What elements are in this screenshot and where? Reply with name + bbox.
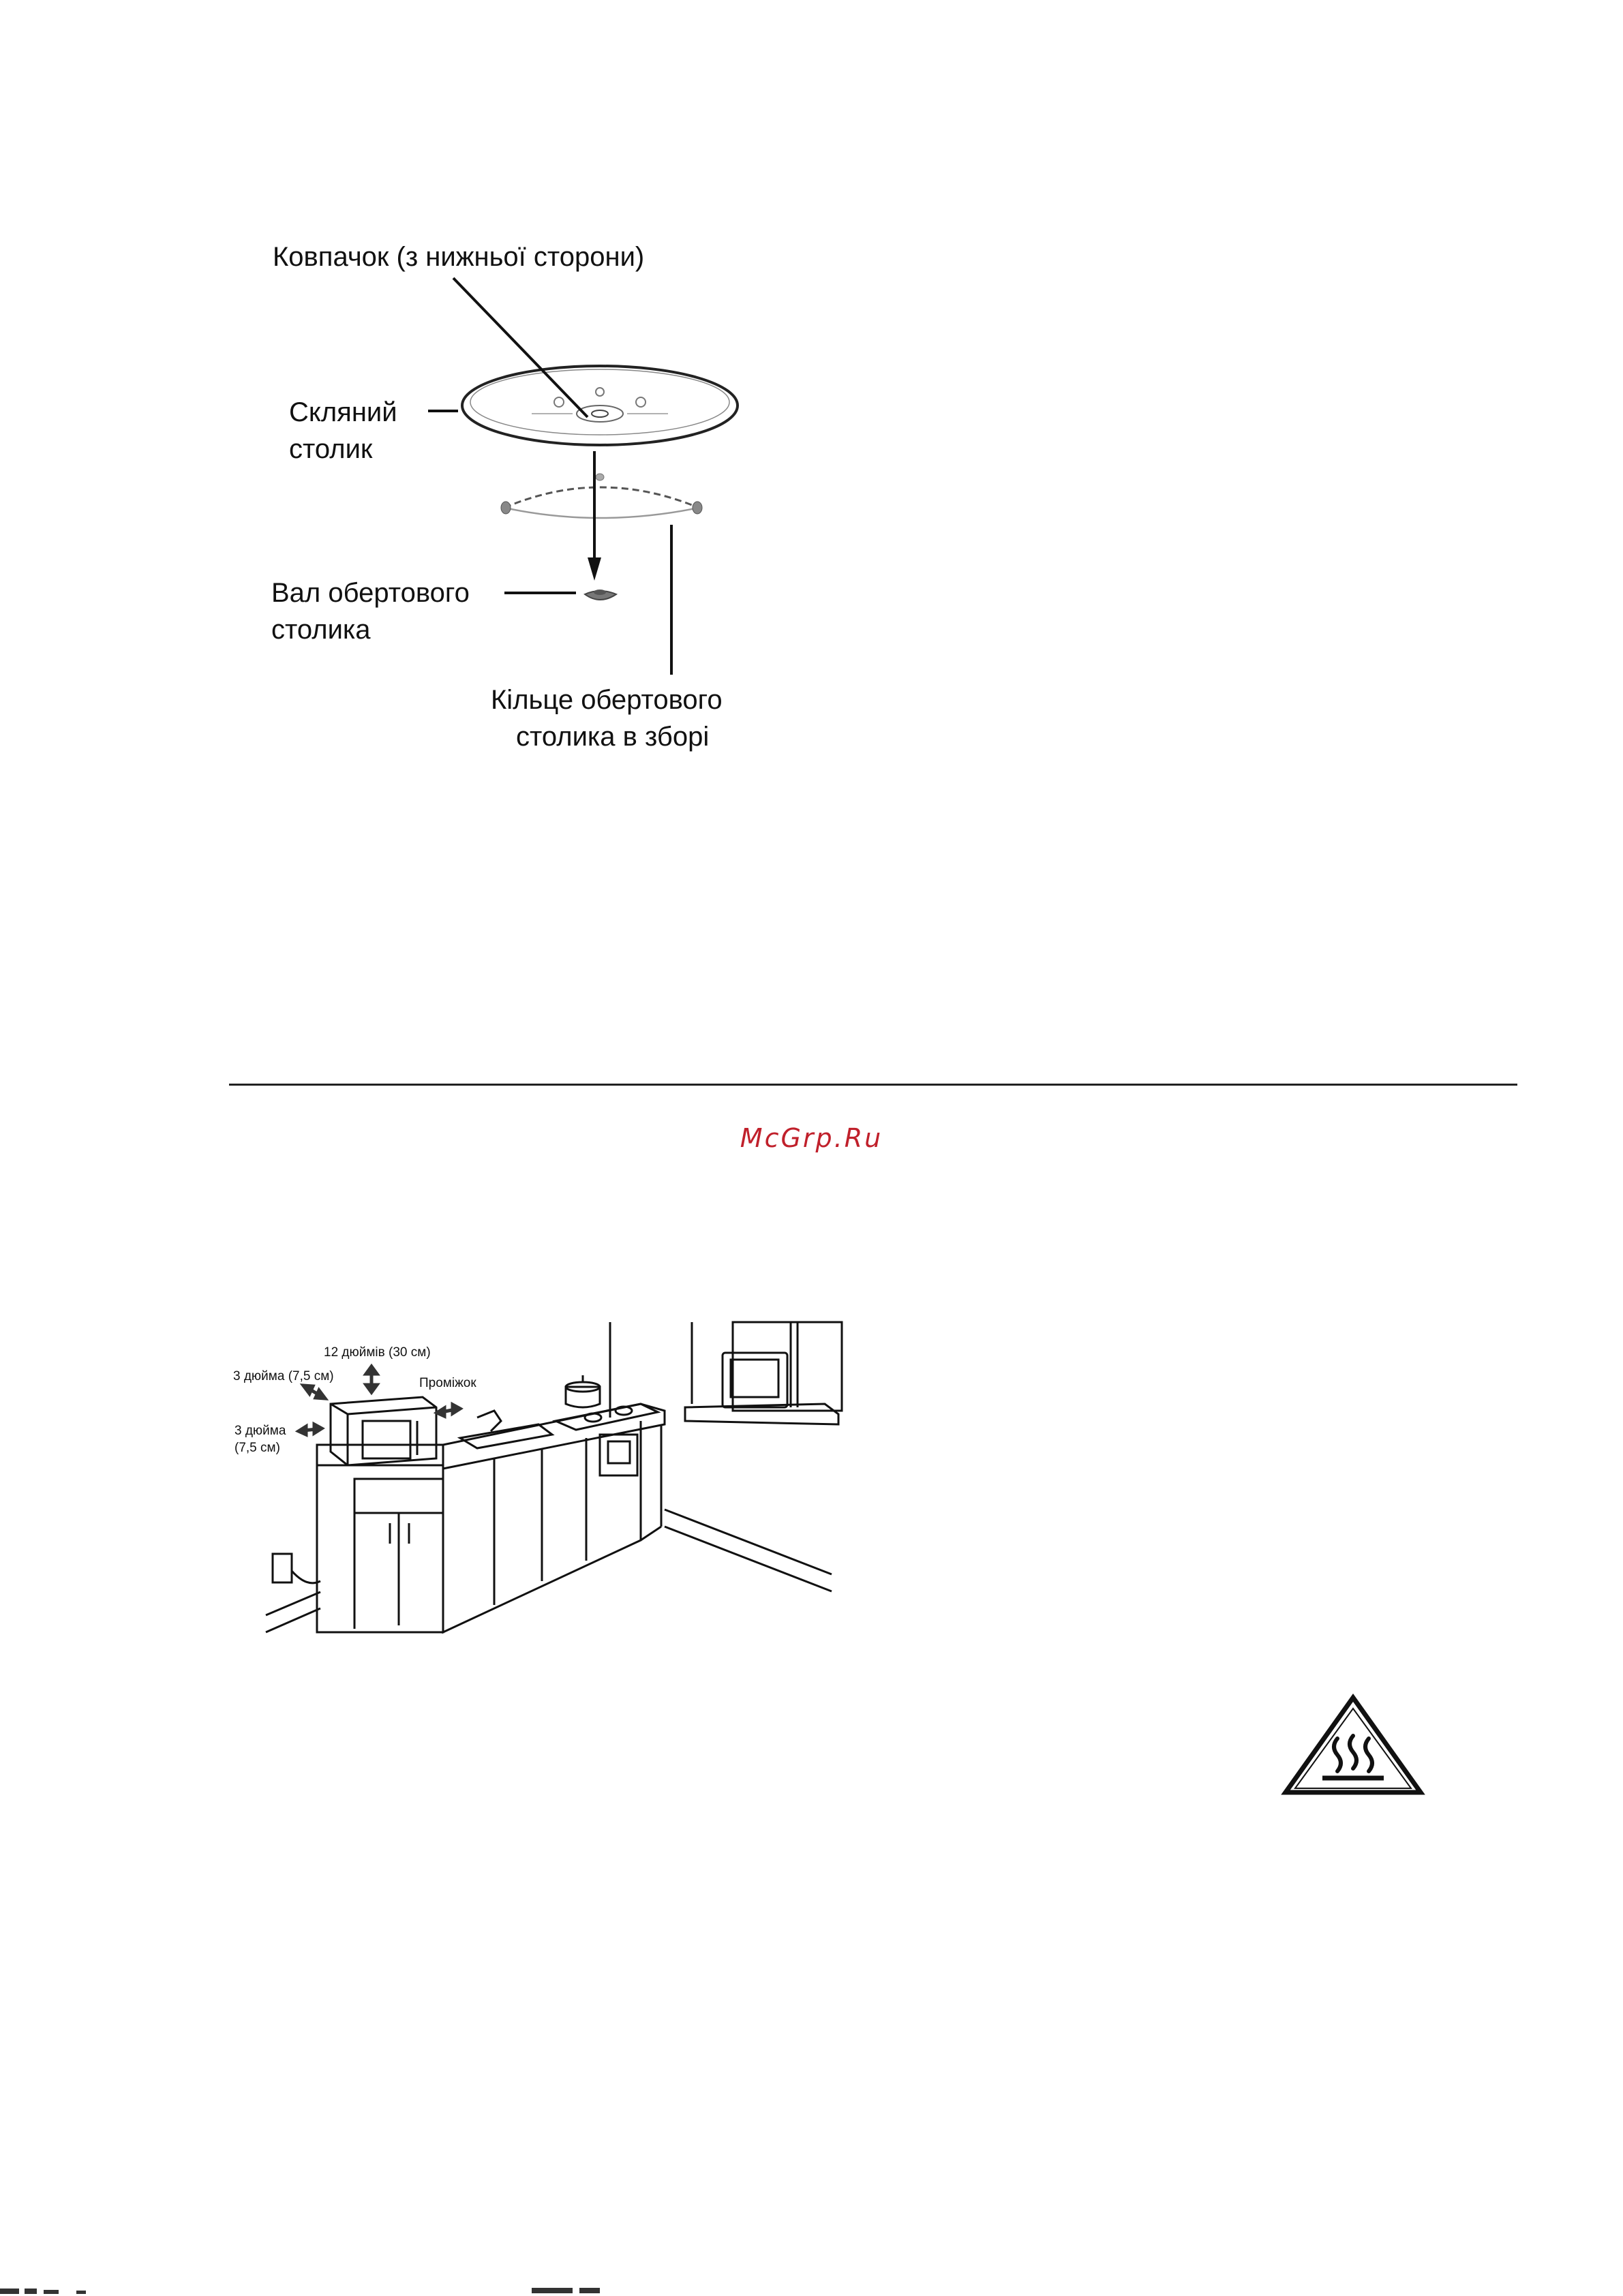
top-clearance-label: 12 дюймів (30 см): [324, 1345, 431, 1360]
cap-label: Ковпачок (з нижньої сторони): [273, 242, 645, 272]
side-clearance-label: 3 дюйма (7,5 см): [233, 1369, 334, 1383]
gap-label: Проміжок: [419, 1376, 476, 1390]
ring-label-line2: столика в зборі: [516, 722, 710, 752]
glass-tray-label-line1: Скляний: [289, 397, 397, 427]
shaft-label-line1: Вал обертового: [271, 578, 470, 608]
back-clearance-label-line2: (7,5 см): [234, 1441, 280, 1455]
shaft-label-line2: столика: [271, 615, 371, 645]
hot-surface-warning-icon: [1281, 1694, 1425, 1796]
ring-label-line1: Кільце обертового: [491, 685, 723, 715]
footer-scan-marks: [0, 2284, 613, 2296]
watermark-text: McGrp.Ru: [740, 1123, 883, 1153]
glass-tray-label-line2: столик: [289, 434, 373, 464]
back-clearance-label-line1: 3 дюйма: [234, 1424, 286, 1438]
